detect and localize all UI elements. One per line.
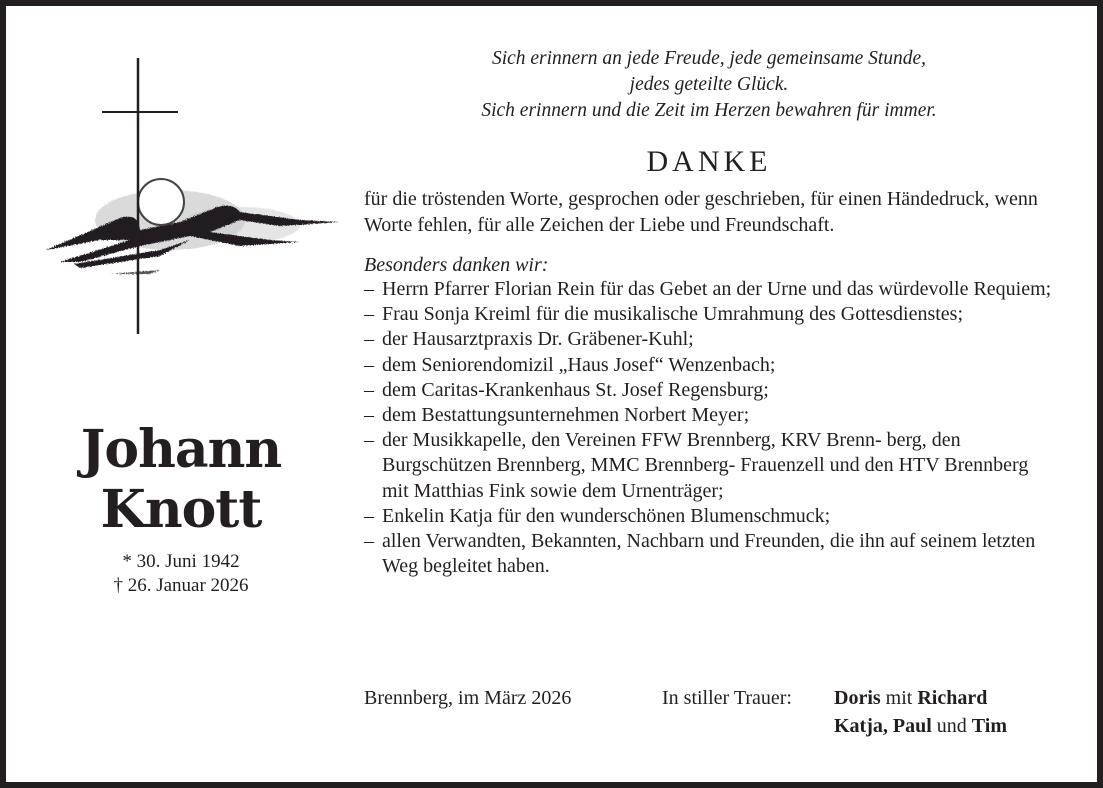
thanks-item: – allen Verwandten, Bekannten, Nachbarn und Freunden, die ihn auf seinem letzten Weg begleitet haben. (364, 529, 1054, 579)
birth-date: * 30. Juni 1942 (122, 551, 240, 572)
quote-line: Sich erinnern an jede Freude, jede gemeinsame Stunde, (491, 48, 927, 69)
quote-line: jedes geteilte Glück. (629, 74, 789, 95)
thanks-item: – der Hausarztpraxis Dr. Gräbener-Kuhl; (364, 327, 1054, 352)
thanks-item: – Enkelin Katja für den wunderschönen Blumenschmuck; (364, 504, 1054, 529)
thanks-item: – Frau Sonja Kreiml für die musikalische Umrahmung des Gottesdienstes; (364, 302, 1054, 327)
thanks-item: – der Musikkapelle, den Vereinen FFW Brennberg, KRV Brenn- berg, den Burgschützen Brennberg, MMC Brennberg- Frauenzell und den HTV Brennberg mit Matthias Fink sowie dem Urnenträger; (364, 428, 1054, 504)
deceased-first-name: Johann (80, 419, 282, 480)
left-column (6, 6, 356, 782)
deceased-last-name: Knott (100, 479, 262, 540)
quote-line: Sich erinnern und die Zeit im Herzen bewahren für immer. (481, 100, 937, 121)
mourner-name: Richard (917, 687, 988, 709)
memorial-quote (364, 46, 1054, 124)
thanks-list (364, 277, 1054, 579)
mourning-label: In stiller Trauer: (662, 687, 792, 709)
obituary-card (6, 6, 1097, 782)
mourners (834, 684, 1007, 740)
thanks-heading: DANKE (646, 145, 772, 178)
mourners-line-1 (834, 684, 1007, 712)
mourner-name: Doris (834, 687, 881, 709)
thanks-item: – dem Seniorendomizil „Haus Josef“ Wenzenbach; (364, 353, 1054, 378)
connector: mit (880, 687, 918, 709)
intro-paragraph: für die tröstenden Worte, gesprochen oder geschrieben, für einen Händedruck, wenn Worte fehlen, für alle Zeichen der Liebe und Freundschaft. (364, 188, 1038, 236)
special-thanks-label: Besonders danken wir: (364, 254, 549, 276)
place-and-date: Brennberg, im März 2026 (364, 687, 572, 709)
thanks-item: – Herrn Pfarrer Florian Rein für das Gebet an der Urne und das würdevolle Requiem; (364, 277, 1054, 302)
thanks-item: – dem Bestattungsunternehmen Norbert Meyer; (364, 403, 1054, 428)
mourner-name: Tim (971, 715, 1007, 737)
mourners-line-2 (834, 712, 1007, 740)
connector: und (931, 715, 972, 737)
cross-sun-mountains-icon (40, 50, 340, 340)
death-date: † 26. Januar 2026 (113, 575, 249, 596)
mourner-name: Katja, Paul (834, 715, 932, 737)
thanks-item: – dem Caritas-Krankenhaus St. Josef Regensburg; (364, 378, 1054, 403)
